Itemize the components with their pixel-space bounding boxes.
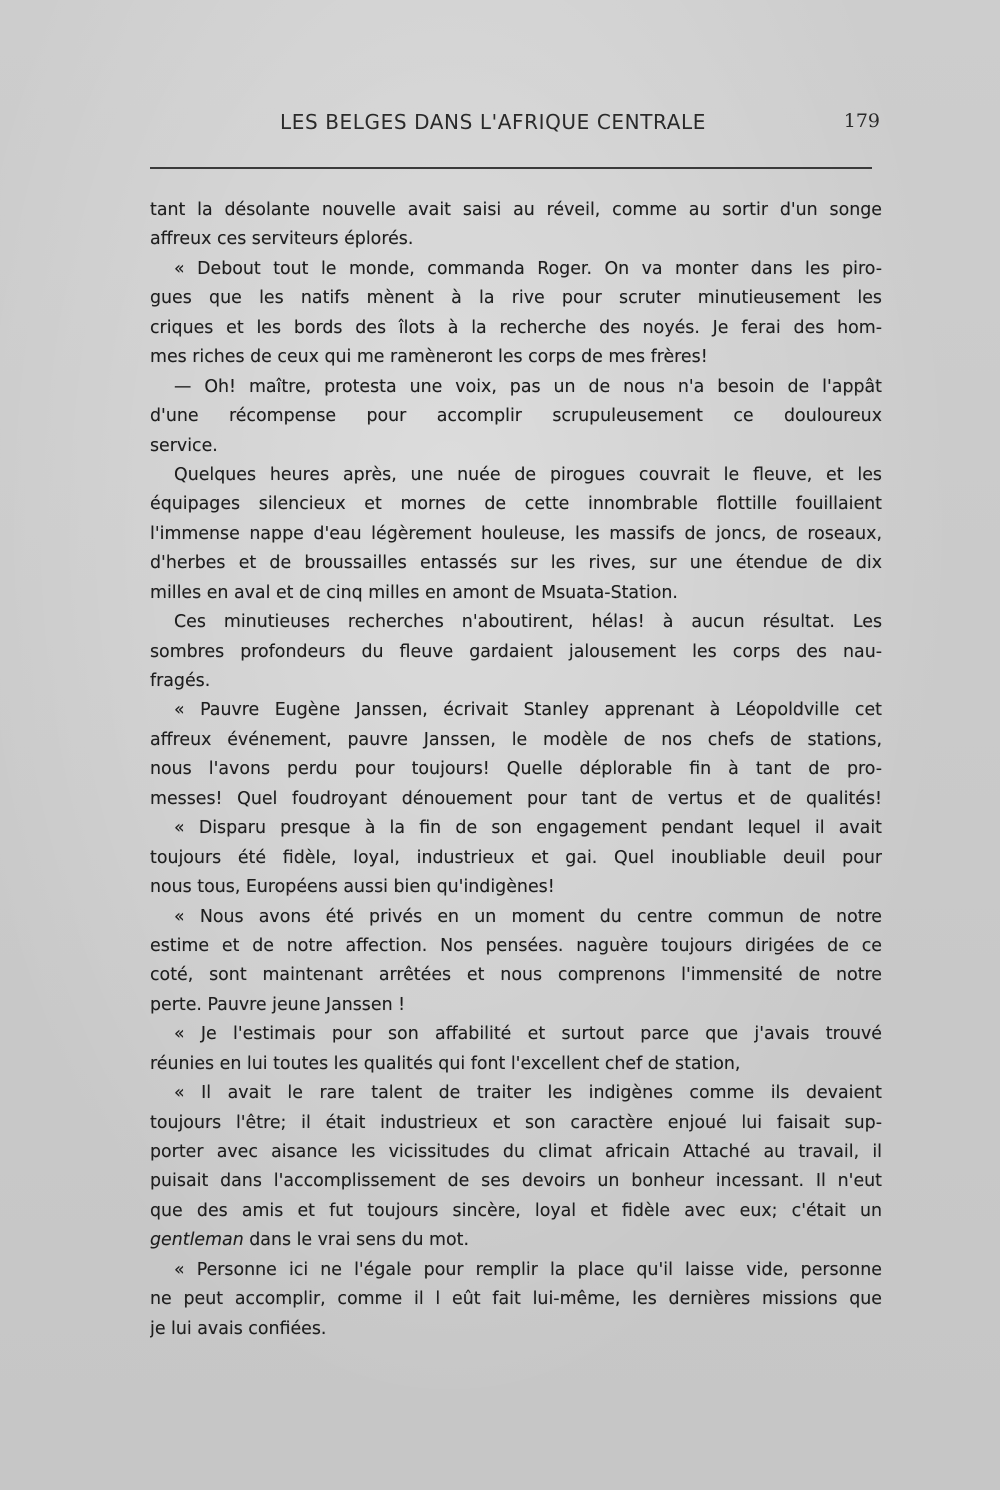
running-header — [150, 106, 885, 146]
text-line: milles en aval et de cinq milles en amont de Msuata-Station. — [150, 582, 678, 603]
text-line: service. — [150, 435, 218, 456]
text-line: puisait dans l'accomplissement de ses devoirs un bonheur incessant. Il n'eut — [150, 1171, 882, 1192]
text-line: porter avec aisance les vicissitudes du climat africain Attaché au travail, il — [150, 1142, 882, 1162]
text-line: gentleman dans le vrai sens du mot. — [150, 1230, 469, 1251]
text-line: nous tous, Européens aussi bien qu'indigènes! — [150, 877, 555, 898]
text-line: « Pauvre Eugène Janssen, écrivait Stanley apprenant à Léopoldville cet — [174, 700, 882, 721]
text-line: réunies en lui toutes les qualités qui font l'excellent chef de station, — [150, 1053, 741, 1074]
text-line: Ces minutieuses recherches n'aboutirent, hélas! à aucun résultat. Les — [174, 612, 882, 633]
text-line: ne peut accomplir, comme il l eût fait lui-même, les dernières missions que — [150, 1289, 882, 1310]
text-line: je lui avais confiées. — [150, 1318, 327, 1339]
body-text — [150, 196, 882, 1344]
text-line: Quelques heures après, une nuée de pirogues couvrait le fleuve, et les — [174, 464, 882, 485]
text-line: perte. Pauvre jeune Janssen ! — [150, 994, 406, 1015]
text-line: d'une récompense pour accomplir scrupuleusement ce douloureux — [150, 406, 882, 427]
text-line: mes riches de ceux qui me ramèneront les corps de mes frères! — [150, 347, 708, 368]
text-line: d'herbes et de broussailles entassés sur les rives, sur une étendue de dix — [150, 553, 882, 574]
text-line: toujours été fidèle, loyal, industrieux et gai. Quel inoubliable deuil pour — [150, 847, 882, 868]
text-line: fragés. — [150, 671, 211, 691]
text-line: que des amis et fut toujours sincère, loyal et fidèle avec eux; c'était un — [150, 1200, 882, 1221]
text-line: estime et de notre affection. Nos pensées. naguère toujours dirigées de ce — [150, 935, 882, 956]
italic-word: gentleman — [150, 1230, 244, 1251]
text-line: « Personne ici ne l'égale pour remplir la place qu'il laisse vide, personne — [174, 1259, 882, 1280]
text-line: « Il avait le rare talent de traiter les indigènes comme ils devaient — [174, 1083, 882, 1104]
text-line: « Je l'estimais pour son affabilité et surtout parce que j'avais trouvé — [174, 1024, 882, 1045]
text-line: criques et les bords des îlots à la recherche des noyés. Je ferai des hom- — [150, 317, 882, 338]
text-line: sombres profondeurs du fleuve gardaient jalousement les corps des nau- — [150, 641, 882, 662]
running-title: LES BELGES DANS L'AFRIQUE CENTRALE — [280, 110, 706, 134]
text-line: équipages silencieux et mornes de cette innombrable flottille fouillaient — [150, 494, 882, 515]
text-line: « Disparu presque à la fin de son engagement pendant lequel il avait — [174, 818, 882, 839]
text-line: messes! Quel foudroyant dénouement pour tant de vertus et de qualités! — [150, 788, 882, 809]
text-line: coté, sont maintenant arrêtées et nous comprenons l'immensité de notre — [150, 965, 882, 986]
text-line: toujours l'être; il était industrieux et son caractère enjoué lui faisait sup- — [150, 1112, 882, 1133]
text-line: affreux événement, pauvre Janssen, le modèle de nos chefs de stations, — [150, 729, 882, 750]
header-rule — [150, 167, 872, 169]
text-line: affreux ces serviteurs éplorés. — [150, 229, 414, 250]
text-line: nous l'avons perdu pour toujours! Quelle déplorable fin à tant de pro- — [150, 759, 882, 780]
text-line: l'immense nappe d'eau légèrement houleuse, les massifs de joncs, de roseaux, — [150, 523, 882, 544]
page-number: 179 — [843, 110, 880, 132]
text-line: « Debout tout le monde, commanda Roger. On va monter dans les piro- — [174, 258, 882, 279]
text-line: tant la désolante nouvelle avait saisi au réveil, comme au sortir d'un songe — [150, 200, 882, 220]
text-line: gues que les natifs mènent à la rive pour scruter minutieusement les — [150, 288, 882, 309]
text-line: « Nous avons été privés en un moment du centre commun de notre — [174, 906, 882, 927]
text-line: — Oh! maître, protesta une voix, pas un de nous n'a besoin de l'appât — [174, 376, 882, 397]
